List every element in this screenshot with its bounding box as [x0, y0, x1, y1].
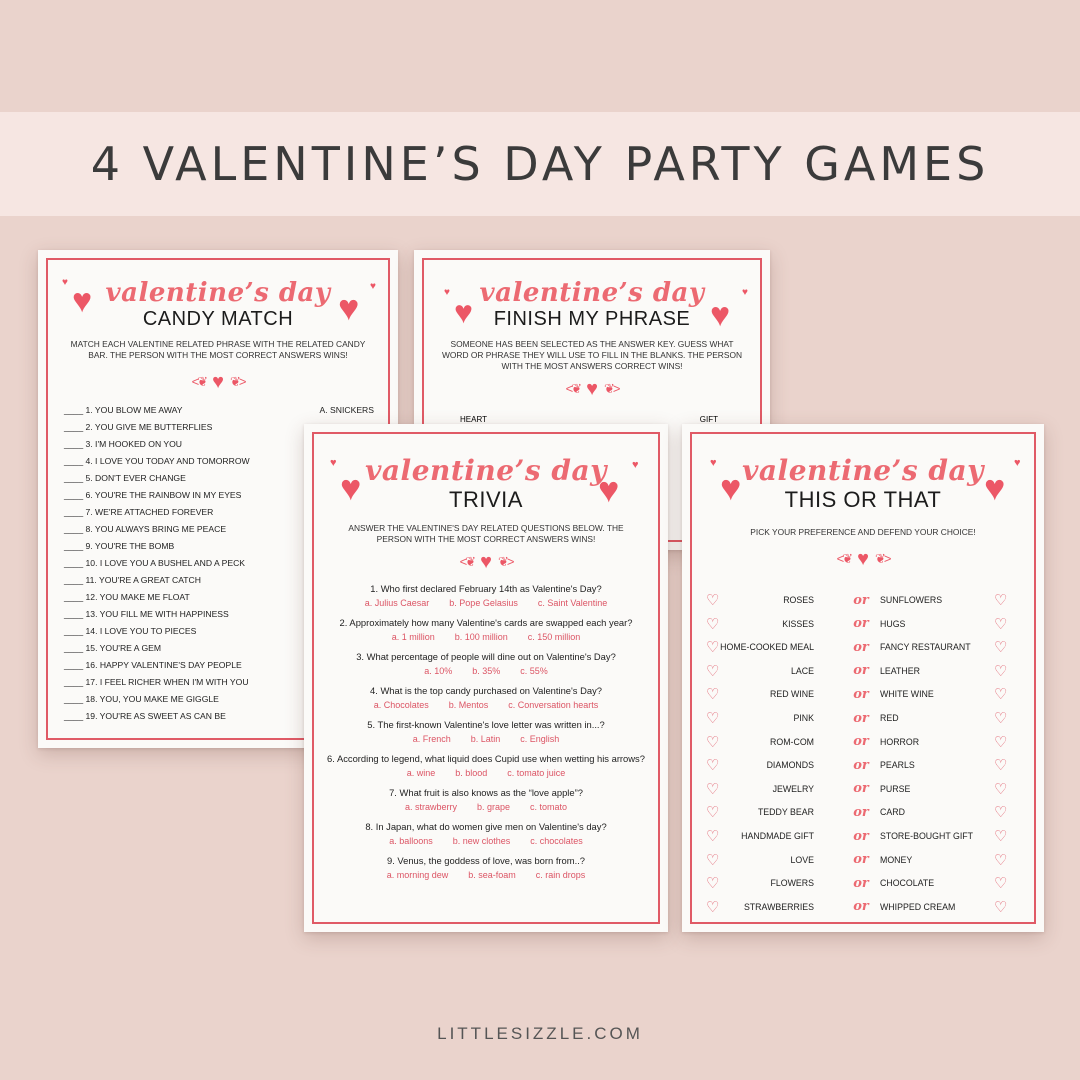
page-title: 4 VALENTINE’S DAY PARTY GAMES — [90, 137, 990, 191]
option-b: b. sea-foam — [468, 869, 516, 880]
option-left: ROSES — [783, 595, 814, 605]
heart-icon: ♥ — [586, 377, 598, 400]
or-label: or — [853, 828, 869, 844]
trivia-list — [314, 583, 658, 880]
or-label: or — [853, 852, 869, 868]
heart-icon: ♥ — [338, 287, 360, 328]
heart-outline-icon: ♡ — [994, 851, 1008, 869]
list-item — [692, 590, 1034, 610]
heart-icon: ♥ — [340, 467, 362, 508]
heart-outline-icon: ♡ — [706, 592, 720, 609]
heart-icon: ♥ — [720, 467, 742, 508]
option-a: a. wine — [406, 767, 436, 778]
list-item — [692, 614, 1034, 634]
phrase-text: ____ 18. YOU, YOU MAKE ME GIGGLE — [64, 694, 219, 705]
option-left: LOVE — [790, 854, 814, 865]
option-right: HUGS — [880, 618, 906, 629]
option-right: PEARLS — [880, 760, 915, 771]
heart-outline-icon: ♡ — [706, 780, 720, 798]
phrase-text: ____ 16. HAPPY VALENTINE'S DAY PEOPLE — [64, 660, 242, 671]
or-label: or — [853, 804, 869, 820]
option-c: c. rain drops — [535, 869, 586, 880]
title-banner — [0, 112, 1080, 216]
option-c: c. 55% — [520, 665, 548, 676]
list-item — [692, 732, 1034, 752]
phrase-text: ____ 17. I FEEL RICHER WHEN I'M WITH YOU — [64, 677, 249, 688]
option-a: a. balloons — [389, 835, 433, 846]
list-item — [48, 402, 388, 419]
option-c: c. 150 million — [527, 631, 581, 642]
question-text: 6. According to legend, what liquid does Cupid use when wetting his arrows? — [327, 752, 645, 764]
answer-options — [314, 632, 658, 642]
heart-icon: ♥ — [370, 281, 376, 292]
option-right: CARD — [880, 807, 905, 818]
option-right: STORE-BOUGHT GIFT — [880, 831, 974, 841]
heart-icon: ♥ — [330, 457, 337, 469]
question-text: 2. Approximately how many Valentine's cards are swapped each year? — [339, 616, 633, 628]
list-item — [692, 897, 1034, 917]
option-right: FANCY RESTAURANT — [880, 642, 971, 653]
question-text: 5. The first-known Valentine's love letter was written in...? — [367, 718, 605, 730]
trivia-question — [314, 651, 658, 676]
option-left: KISSES — [782, 618, 814, 629]
list-item — [692, 850, 1034, 870]
vine-divider — [48, 371, 388, 394]
option-right: HORROR — [880, 736, 920, 747]
heart-outline-icon: ♡ — [994, 592, 1008, 609]
option-right: CHOCOLATE — [880, 878, 935, 889]
phrase-text: ____ 1. YOU BLOW ME AWAY — [64, 405, 183, 416]
option-left: HOME-COOKED MEAL — [720, 642, 814, 653]
instructions: MATCH EACH VALENTINE RELATED PHRASE WITH THE RELATED CANDY BAR. THE PERSON WITH THE MOST CORRECT ANSWERS WINS! — [70, 339, 366, 360]
option-right: MONEY — [880, 854, 913, 865]
or-label: or — [853, 686, 869, 702]
option-left: JEWELRY — [772, 783, 814, 794]
option-a: a. Julius Caesar — [364, 597, 430, 608]
or-label: or — [853, 616, 869, 632]
heart-outline-icon: ♡ — [706, 875, 720, 893]
option-left: PINK — [793, 713, 814, 723]
option-right: WHIPPED CREAM — [880, 901, 956, 912]
vine-divider — [314, 551, 658, 574]
trivia-question — [314, 753, 658, 778]
answer-options — [314, 666, 658, 676]
trivia-question — [314, 787, 658, 812]
or-label: or — [853, 757, 869, 773]
phrase-text: ____ 2. YOU GIVE ME BUTTERFLIES — [64, 422, 213, 433]
instructions: SOMEONE HAS BEEN SELECTED AS THE ANSWER KEY. GUESS WHAT WORD OR PHRASE THEY WILL USE TO FILL IN THE BLANKS. THE PERSON WITH THE MOST ANSWERS CORRECT WINS! — [441, 339, 743, 371]
game-title: THIS OR THAT — [784, 487, 942, 512]
game-title: TRIVIA — [449, 487, 523, 512]
or-label: or — [853, 781, 869, 797]
phrase-text: ____ 13. YOU FILL ME WITH HAPPINESS — [64, 609, 229, 620]
word-left: HEART — [460, 414, 487, 424]
question-text: 3. What percentage of people will dine out on Valentine's Day? — [356, 650, 616, 662]
vine-icon: <❦ — [459, 554, 475, 570]
list-item — [692, 802, 1034, 822]
answer-options — [314, 734, 658, 744]
heart-outline-icon: ♡ — [706, 733, 720, 751]
question-text: 4. What is the top candy purchased on Valentine's Day? — [370, 684, 602, 696]
script-title: valentine’s day — [742, 454, 984, 487]
heart-outline-icon: ♡ — [706, 828, 720, 845]
or-label: or — [853, 710, 869, 726]
script-title: valentine’s day — [479, 278, 705, 308]
option-b: b. 100 million — [454, 631, 508, 642]
vine-icon: ❦> — [497, 554, 513, 570]
vine-icon: ❦> — [874, 551, 890, 567]
option-left: FLOWERS — [770, 878, 814, 889]
heart-icon: ♥ — [1014, 457, 1021, 469]
option-right: LEATHER — [880, 665, 920, 676]
word-right: GIFT — [699, 414, 718, 424]
heart-outline-icon: ♡ — [994, 639, 1008, 657]
list-item — [692, 708, 1034, 728]
heart-icon: ♥ — [62, 277, 68, 288]
phrase-text: ____ 15. YOU'RE A GEM — [64, 643, 162, 654]
answer-text: A. SNICKERS — [319, 405, 374, 416]
heart-icon: ♥ — [480, 550, 492, 573]
option-b: b. Latin — [470, 733, 501, 744]
answer-options — [314, 768, 658, 778]
phrase-text: ____ 11. YOU'RE A GREAT CATCH — [64, 575, 201, 586]
option-c: c. tomato — [530, 801, 568, 812]
option-left: RED WINE — [770, 689, 814, 700]
heart-outline-icon: ♡ — [994, 733, 1008, 751]
list-item — [692, 637, 1034, 657]
option-c: c. tomato juice — [507, 767, 566, 778]
list-item — [692, 755, 1034, 775]
option-a: a. strawberry — [404, 801, 457, 812]
or-label: or — [853, 899, 869, 915]
answer-options — [314, 870, 658, 880]
heart-outline-icon: ♡ — [994, 757, 1008, 775]
phrase-text: ____ 6. YOU'RE THE RAINBOW IN MY EYES — [64, 490, 242, 501]
heart-outline-icon: ♡ — [994, 804, 1008, 822]
list-item — [692, 826, 1034, 846]
list-item — [692, 779, 1034, 799]
trivia-question — [314, 855, 658, 880]
trivia-question — [314, 685, 658, 710]
option-left: ROM-COM — [770, 736, 814, 747]
heart-icon: ♥ — [857, 547, 869, 570]
instructions: PICK YOUR PREFERENCE AND DEFEND YOUR CHOICE! — [750, 527, 976, 537]
question-text: 7. What fruit is also knows as the “love apple”? — [389, 786, 583, 798]
option-left: STRAWBERRIES — [743, 901, 814, 912]
question-text: 9. Venus, the goddess of love, was born from..? — [386, 854, 586, 866]
heart-icon: ♥ — [598, 469, 620, 510]
option-a: a. morning dew — [386, 869, 449, 880]
heart-outline-icon: ♡ — [994, 710, 1008, 727]
phrase-words — [424, 415, 760, 424]
heart-icon: ♥ — [212, 370, 224, 393]
vine-divider — [692, 548, 1034, 571]
heart-outline-icon: ♡ — [706, 662, 720, 680]
heart-outline-icon: ♡ — [994, 780, 1008, 798]
heart-icon: ♥ — [444, 287, 450, 298]
heart-outline-icon: ♡ — [706, 851, 720, 869]
answer-options — [314, 802, 658, 812]
list-item — [692, 661, 1034, 681]
list-item — [692, 684, 1034, 704]
option-b: b. grape — [476, 801, 511, 812]
heart-icon: ♥ — [710, 457, 717, 469]
vine-icon: <❦ — [191, 374, 207, 390]
this-or-that-card — [682, 424, 1044, 932]
heart-outline-icon: ♡ — [706, 639, 720, 657]
heart-icon: ♥ — [454, 294, 473, 330]
option-b: b. new clothes — [452, 835, 511, 846]
heart-outline-icon: ♡ — [994, 875, 1008, 893]
vine-icon: ❦> — [229, 374, 245, 390]
or-label: or — [853, 592, 869, 608]
phrase-text: ____ 8. YOU ALWAYS BRING ME PEACE — [64, 524, 227, 535]
phrase-text: ____ 10. I LOVE YOU A BUSHEL AND A PECK — [64, 558, 246, 569]
or-label: or — [853, 639, 869, 655]
option-right: SUNFLOWERS — [880, 595, 943, 605]
option-c: c. Conversation hearts — [508, 699, 599, 710]
phrase-text: ____ 19. YOU'RE AS SWEET AS CAN BE — [64, 711, 226, 722]
heart-icon: ♥ — [742, 287, 748, 298]
option-b: b. blood — [455, 767, 488, 778]
heart-outline-icon: ♡ — [706, 615, 720, 633]
heart-icon: ♥ — [72, 282, 93, 320]
trivia-question — [314, 617, 658, 642]
heart-outline-icon: ♡ — [994, 615, 1008, 633]
option-left: TEDDY BEAR — [757, 807, 814, 818]
answer-options — [314, 836, 658, 846]
instructions: ANSWER THE VALENTINE'S DAY RELATED QUESTIONS BELOW. THE PERSON WITH THE MOST CORRECT ANSWERS WINS! — [348, 523, 624, 544]
option-c: c. English — [520, 733, 560, 744]
heart-outline-icon: ♡ — [706, 710, 720, 727]
heart-outline-icon: ♡ — [994, 828, 1008, 845]
phrase-text: ____ 12. YOU MAKE ME FLOAT — [64, 592, 190, 603]
phrase-text: ____ 4. I LOVE YOU TODAY AND TOMORROW — [64, 456, 250, 467]
vine-icon: <❦ — [836, 551, 852, 567]
option-b: b. Pope Gelasius — [449, 597, 518, 608]
option-left: LACE — [791, 665, 814, 676]
heart-outline-icon: ♡ — [706, 686, 720, 704]
heart-icon: ♥ — [984, 467, 1006, 508]
option-b: b. 35% — [472, 665, 501, 676]
phrase-text: ____ 7. WE'RE ATTACHED FOREVER — [64, 507, 214, 518]
or-label: or — [853, 663, 869, 679]
list-item — [692, 873, 1034, 893]
phrase-text: ____ 14. I LOVE YOU TO PIECES — [64, 626, 197, 637]
heart-outline-icon: ♡ — [994, 686, 1008, 704]
game-title: FINISH MY PHRASE — [493, 308, 691, 330]
script-title: valentine’s day — [365, 454, 607, 487]
heart-outline-icon: ♡ — [706, 898, 720, 916]
footer-url: LITTLESIZZLE.COM — [437, 1024, 643, 1043]
option-c: c. chocolates — [530, 835, 583, 846]
option-a: a. 1 million — [391, 631, 435, 642]
trivia-question — [314, 821, 658, 846]
heart-outline-icon: ♡ — [706, 757, 720, 775]
vine-icon: <❦ — [565, 381, 581, 397]
question-text: 8. In Japan, what do women give men on Valentine's day? — [365, 820, 607, 832]
answer-options — [314, 598, 658, 608]
phrase-text: ____ 9. YOU'RE THE BOMB — [64, 541, 175, 552]
heart-outline-icon: ♡ — [994, 662, 1008, 680]
trivia-card — [304, 424, 668, 932]
heart-icon: ♥ — [710, 296, 731, 334]
heart-outline-icon: ♡ — [994, 898, 1008, 916]
option-c: c. Saint Valentine — [537, 597, 608, 608]
option-right: RED — [880, 713, 899, 723]
game-title: CANDY MATCH — [142, 308, 294, 330]
option-b: b. Mentos — [448, 699, 489, 710]
answer-options — [314, 700, 658, 710]
option-a: a. French — [412, 733, 451, 744]
option-left: HANDMADE GIFT — [741, 831, 814, 841]
heart-outline-icon: ♡ — [706, 804, 720, 822]
option-a: a. Chocolates — [373, 699, 429, 710]
vine-icon: ❦> — [603, 381, 619, 397]
heart-icon: ♥ — [632, 459, 639, 471]
or-label: or — [853, 875, 869, 891]
option-a: a. 10% — [424, 665, 453, 676]
vine-divider — [424, 378, 760, 401]
option-left: DIAMONDS — [766, 760, 814, 771]
question-text: 1. Who first declared February 14th as Valentine's Day? — [370, 582, 602, 594]
trivia-question — [314, 583, 658, 608]
trivia-question — [314, 719, 658, 744]
phrase-text: ____ 5. DON'T EVER CHANGE — [64, 473, 186, 484]
script-title: valentine’s day — [105, 278, 331, 308]
option-right: WHITE WINE — [880, 689, 934, 700]
phrase-text: ____ 3. I'M HOOKED ON YOU — [64, 439, 183, 450]
or-label: or — [853, 734, 869, 750]
option-right: PURSE — [880, 783, 911, 794]
